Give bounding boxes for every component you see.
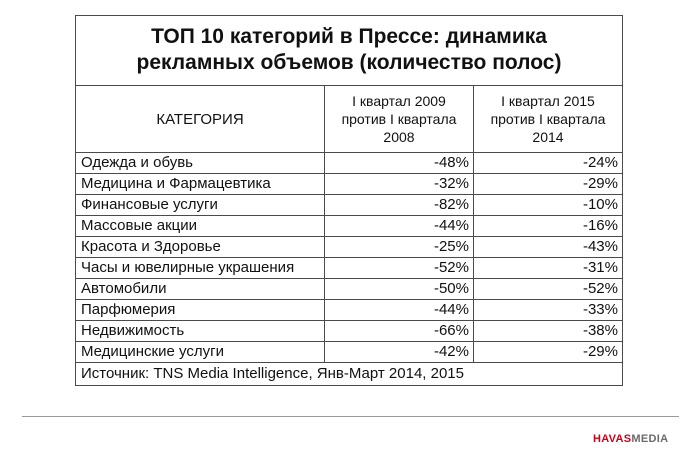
row-category: Парфюмерия [76,300,325,321]
table-row [76,258,622,279]
row-value-2009: -44% [325,300,474,321]
row-value-2015: -10% [474,195,623,216]
table-title: ТОП 10 категорий в Прессе: динамика рекламных объемов (количество полос) [76,16,622,86]
logo-part-havas: HAVAS [593,433,632,445]
row-category: Медицинские услуги [76,342,325,363]
row-value-2009: -50% [325,279,474,300]
row-value-2009: -44% [325,216,474,237]
table-row [76,279,622,300]
row-value-2009: -52% [325,258,474,279]
row-value-2015: -16% [474,216,623,237]
row-value-2015: -29% [474,174,623,195]
row-value-2009: -32% [325,174,474,195]
row-value-2015: -43% [474,237,623,258]
row-value-2009: -25% [325,237,474,258]
header-q1-2015: I квартал 2015 против I квартала 2014 [474,86,623,153]
table-row [76,195,622,216]
row-value-2015: -52% [474,279,623,300]
source-row [76,363,622,386]
table-row [76,342,622,363]
row-value-2009: -82% [325,195,474,216]
table-row [76,300,622,321]
logo-part-media: MEDIA [631,433,669,445]
row-category: Красота и Здоровье [76,237,325,258]
table-header-row [76,86,622,153]
row-category: Массовые акции [76,216,325,237]
source-note: Источник: TNS Media Intelligence, Янв-Март 2014, 2015 [76,363,622,386]
table-row [76,153,622,174]
row-value-2015: -29% [474,342,623,363]
row-category: Недвижимость [76,321,325,342]
row-category: Финансовые услуги [76,195,325,216]
row-value-2015: -31% [474,258,623,279]
data-table-panel [75,15,623,386]
row-value-2015: -24% [474,153,623,174]
row-category: Медицина и Фармацевтика [76,174,325,195]
row-value-2009: -66% [325,321,474,342]
havas-media-logo [593,433,668,445]
row-value-2015: -38% [474,321,623,342]
table-row [76,174,622,195]
table-body [76,153,622,386]
row-value-2009: -42% [325,342,474,363]
row-category: Автомобили [76,279,325,300]
table-row [76,216,622,237]
row-category: Одежда и обувь [76,153,325,174]
row-value-2015: -33% [474,300,623,321]
category-table [76,86,622,385]
row-category: Часы и ювелирные украшения [76,258,325,279]
table-row [76,237,622,258]
footer-divider [22,416,679,417]
row-value-2009: -48% [325,153,474,174]
header-q1-2009: I квартал 2009 против I квартала 2008 [325,86,474,153]
header-category: КАТЕГОРИЯ [76,86,325,153]
table-row [76,321,622,342]
